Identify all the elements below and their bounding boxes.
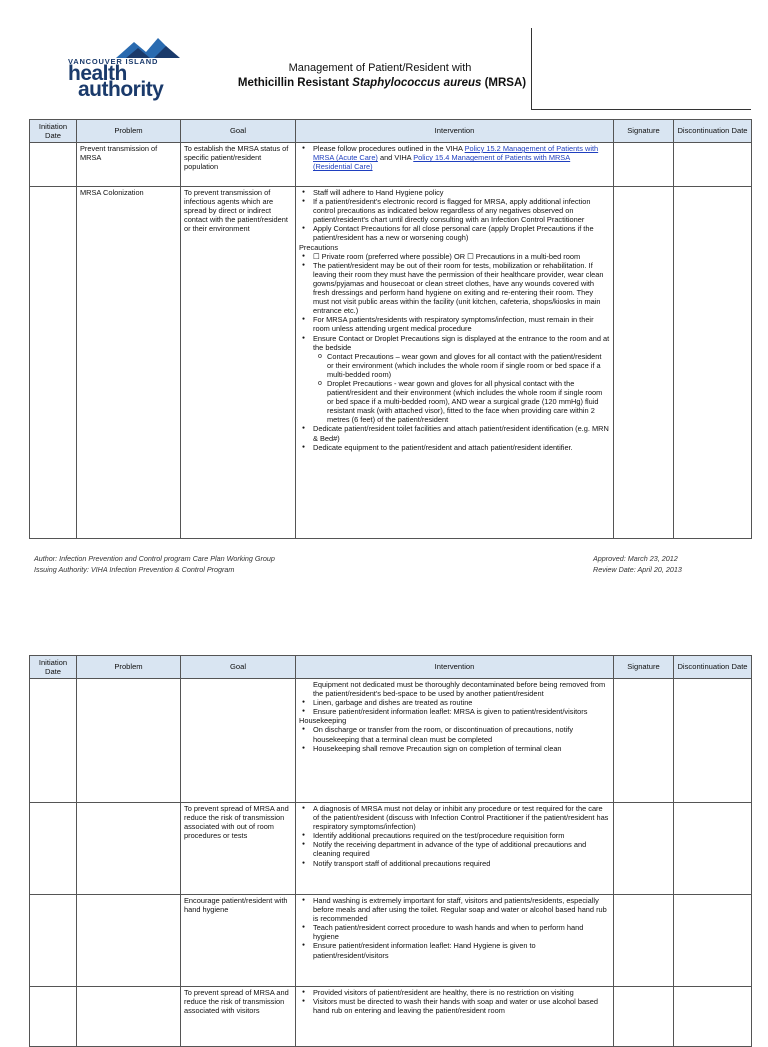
discontinuation-date-cell[interactable] xyxy=(674,187,752,539)
intervention-cell: ● Please follow procedures outlined in the VIHA Policy 15.2 Management of Patients with MRSA (Acute Care) and VIHA Policy 15.4 Management of Patients with MRSA (Residential Care) xyxy=(296,143,614,187)
signature-cell[interactable] xyxy=(614,803,674,895)
col-goal: Goal xyxy=(181,656,296,679)
col-problem: Problem xyxy=(77,120,181,143)
care-plan-table-page1 xyxy=(29,119,752,539)
signature-cell[interactable] xyxy=(614,143,674,187)
col-initiation-date: Initiation Date xyxy=(30,656,77,679)
col-intervention: Intervention xyxy=(296,120,614,143)
intervention-cell xyxy=(296,895,614,987)
problem-cell xyxy=(77,895,181,987)
list-item: ● Staff will adhere to Hand Hygiene policy xyxy=(313,188,610,197)
signature-cell[interactable] xyxy=(614,895,674,987)
discontinuation-date-cell[interactable] xyxy=(674,679,752,803)
table-row xyxy=(30,679,752,803)
list-item: ● Teach patient/resident correct procedure to wash hands and when to perform hand hygiene xyxy=(313,923,610,941)
list-item: ● For MRSA patients/residents with respiratory symptoms/infection, must remain in their room unless attending urgent medical procedure xyxy=(313,315,610,333)
footer-approved-date: Approved: March 23, 2012 xyxy=(593,554,678,563)
col-signature: Signature xyxy=(614,120,674,143)
header-divider-bottom xyxy=(531,109,751,110)
footer-author: Author: Infection Prevention and Control program Care Plan Working Group xyxy=(34,554,275,563)
housekeeping-subheading: Housekeeping xyxy=(299,716,347,726)
document-title-line1: Management of Patient/Resident with xyxy=(288,62,472,74)
problem-cell xyxy=(77,987,181,1047)
table-row xyxy=(30,143,752,187)
table-row xyxy=(30,803,752,895)
policy-15-2-link[interactable]: Policy 15.2 Management of Patients with MRSA (Acute Care) xyxy=(313,144,599,163)
goal-cell xyxy=(181,679,296,803)
list-item: ● Hand washing is extremely important for staff, visitors and patients/residents, especially before meals and after using the toilet. Regular soap and water or alcohol based hand rub is recommended xyxy=(313,896,610,923)
list-item: ● Provided visitors of patient/resident are healthy, there is no restriction on visiting xyxy=(313,988,610,997)
goal-cell: Encourage patient/resident with hand hygiene xyxy=(181,895,296,987)
footer-issuing-authority: Issuing Authority: VIHA Infection Prevention & Control Program xyxy=(34,565,235,574)
intervention-cell xyxy=(296,679,614,803)
sub-list-item: o Contact Precautions – wear gown and gloves for all contact with the patient/resident or their environment (which includes the whole room if single room or bed space if a multi-bedded room) xyxy=(327,352,610,379)
discontinuation-date-cell[interactable] xyxy=(674,803,752,895)
table-row xyxy=(30,987,752,1047)
initiation-date-cell[interactable] xyxy=(30,803,77,895)
problem-cell xyxy=(77,679,181,803)
goal-cell: To establish the MRSA status of specific patient/resident population xyxy=(181,143,296,187)
problem-cell: Prevent transmission of MRSA xyxy=(77,143,181,187)
initiation-date-cell[interactable] xyxy=(30,895,77,987)
header-divider xyxy=(531,28,532,110)
logo-line1: VANCOUVER ISLAND xyxy=(68,57,159,66)
problem-cell xyxy=(77,803,181,895)
intervention-cell xyxy=(296,803,614,895)
logo-line3: authority xyxy=(78,78,164,101)
list-item: ● On discharge or transfer from the room, or discontinuation of precautions, notify housekeeping that a terminal clean must be completed xyxy=(313,725,610,743)
sub-list-item: o Droplet Precautions - wear gown and gloves for all physical contact with the patient/resident and their environment (which includes the whole room if single room or bed space if a multi-bedded room), AND wear a surgical grade (120 mmHg) fluid resistant mask (with attached visor), fitted to the face when providing care within 2 metres (6 feet) of the patient/resident xyxy=(327,379,610,424)
continued-text: Equipment not dedicated must be thoroughly decontaminated before being removed from the patient/resident's bed-space to be used by another patient/resident xyxy=(313,680,606,699)
policy-15-4-link[interactable]: Policy 15.4 Management of Patients with MRSA (Residential Care) xyxy=(313,153,571,172)
list-item: ● ☐ Private room (preferred where possible) OR ☐ Precautions in a multi-bed room xyxy=(313,252,610,261)
health-authority-logo xyxy=(66,36,196,100)
list-item: ● Apply Contact Precautions for all close personal care (apply Droplet Precautions if the patient/resident has a new or worsening cough) xyxy=(313,224,610,242)
list-item: ● Notify the receiving department in advance of the type of additional precautions and cleaning required xyxy=(313,840,610,858)
col-discontinuation-date: Discontinuation Date xyxy=(674,656,752,679)
initiation-date-cell[interactable] xyxy=(30,987,77,1047)
signature-cell[interactable] xyxy=(614,679,674,803)
intervention-cell xyxy=(296,187,614,539)
goal-cell: To prevent transmission of infectious agents which are spread by direct or indirect contact with the patient/resident or their environment xyxy=(181,187,296,539)
footer-review-date: Review Date: April 20, 2013 xyxy=(593,565,682,574)
list-item: ● Visitors must be directed to wash their hands with soap and water or use alcohol based hand rub on entering and leaving the patient/resident room xyxy=(313,997,610,1015)
precautions-subheading: Precautions xyxy=(299,242,339,252)
discontinuation-date-cell[interactable] xyxy=(674,895,752,987)
goal-cell: To prevent spread of MRSA and reduce the risk of transmission associated with out of room procedures or tests xyxy=(181,803,296,895)
problem-cell: MRSA Colonization xyxy=(77,187,181,539)
signature-cell[interactable] xyxy=(614,187,674,539)
list-item: ● Ensure patient/resident information leaflet: Hand Hygiene is given to patient/resident/visitors xyxy=(313,941,610,959)
list-item: ● Dedicate equipment to the patient/resident and attach patient/resident identifier. xyxy=(313,443,610,452)
col-discontinuation-date: Discontinuation Date xyxy=(674,120,752,143)
table-row xyxy=(30,187,752,539)
discontinuation-date-cell[interactable] xyxy=(674,987,752,1047)
document-title-line2: Methicillin Resistant Staphylococcus aureus (MRSA) xyxy=(237,77,527,89)
list-item: ● Housekeeping shall remove Precaution sign on completion of terminal clean xyxy=(313,744,610,753)
signature-cell[interactable] xyxy=(614,987,674,1047)
intervention-cell xyxy=(296,987,614,1047)
list-item: ● A diagnosis of MRSA must not delay or inhibit any procedure or test required for the care of the patient/resident (discuss with Infection Control Practitioner if the patient/resident has respiratory symptoms/infection) xyxy=(313,804,610,831)
col-goal: Goal xyxy=(181,120,296,143)
list-item: ● Identify additional precautions required on the test/procedure requisition form xyxy=(313,831,610,840)
table-header-row xyxy=(30,656,752,679)
col-problem: Problem xyxy=(77,656,181,679)
initiation-date-cell[interactable] xyxy=(30,679,77,803)
list-item: ● Ensure patient/resident information leaflet: MRSA is given to patient/resident/visitors xyxy=(313,707,610,716)
initiation-date-cell[interactable] xyxy=(30,143,77,187)
list-item: ● Linen, garbage and dishes are treated as routine xyxy=(313,698,610,707)
list-item: ● Dedicate patient/resident toilet facilities and attach patient/resident identification (e.g. MRN & Bed#) xyxy=(313,424,610,442)
goal-cell: To prevent spread of MRSA and reduce the risk of transmission associated with visitors xyxy=(181,987,296,1047)
list-item: ● If a patient/resident's electronic record is flagged for MRSA, apply additional infection control precautions as indicated below regardless of any negatives observed on patient/resident's chart until directly consulting with an Infection Control Practitioner xyxy=(313,197,610,224)
table-header-row xyxy=(30,120,752,143)
initiation-date-cell[interactable] xyxy=(30,187,77,539)
table-row xyxy=(30,895,752,987)
col-signature: Signature xyxy=(614,656,674,679)
discontinuation-date-cell[interactable] xyxy=(674,143,752,187)
care-plan-table-page2 xyxy=(29,655,752,1047)
list-item: ● Notify transport staff of additional precautions required xyxy=(313,859,610,868)
logo-line2: health xyxy=(68,62,127,85)
col-initiation-date: Initiation Date xyxy=(30,120,77,143)
list-item: ● Ensure Contact or Droplet Precautions sign is displayed at the entrance to the room and at the bedside o Contact Precautions – wear gown and gloves for all contact with the patient/resident or their environment (which includes the whole room if single room or bed space if a multi-bedded room) o Droplet Precautions - wear gown and gloves for all physical contact with the patient/resident and their environment (which includes the whole room if single room or bed space if a multi-bedded room), AND wear a surgical grade (120 mmHg) fluid resistant mask (with attached visor), fitted to the face when providing care within 2 metres (6 feet) of the patient/resident xyxy=(313,334,610,425)
list-item: ● The patient/resident may be out of their room for tests, mobilization or rehabilitation. If leaving their room they must have the permission of their healthcare provider, wear clean gowns/pyjamas and housecoat or clean street clothes, have any wounds covered with fresh dressings and perform hand hygiene on exiting and re-entering their room. They must not visit public areas within the facility (unit kitchen, cafeteria, shops/kiosks in main entrance etc.) xyxy=(313,261,610,316)
col-intervention: Intervention xyxy=(296,656,614,679)
